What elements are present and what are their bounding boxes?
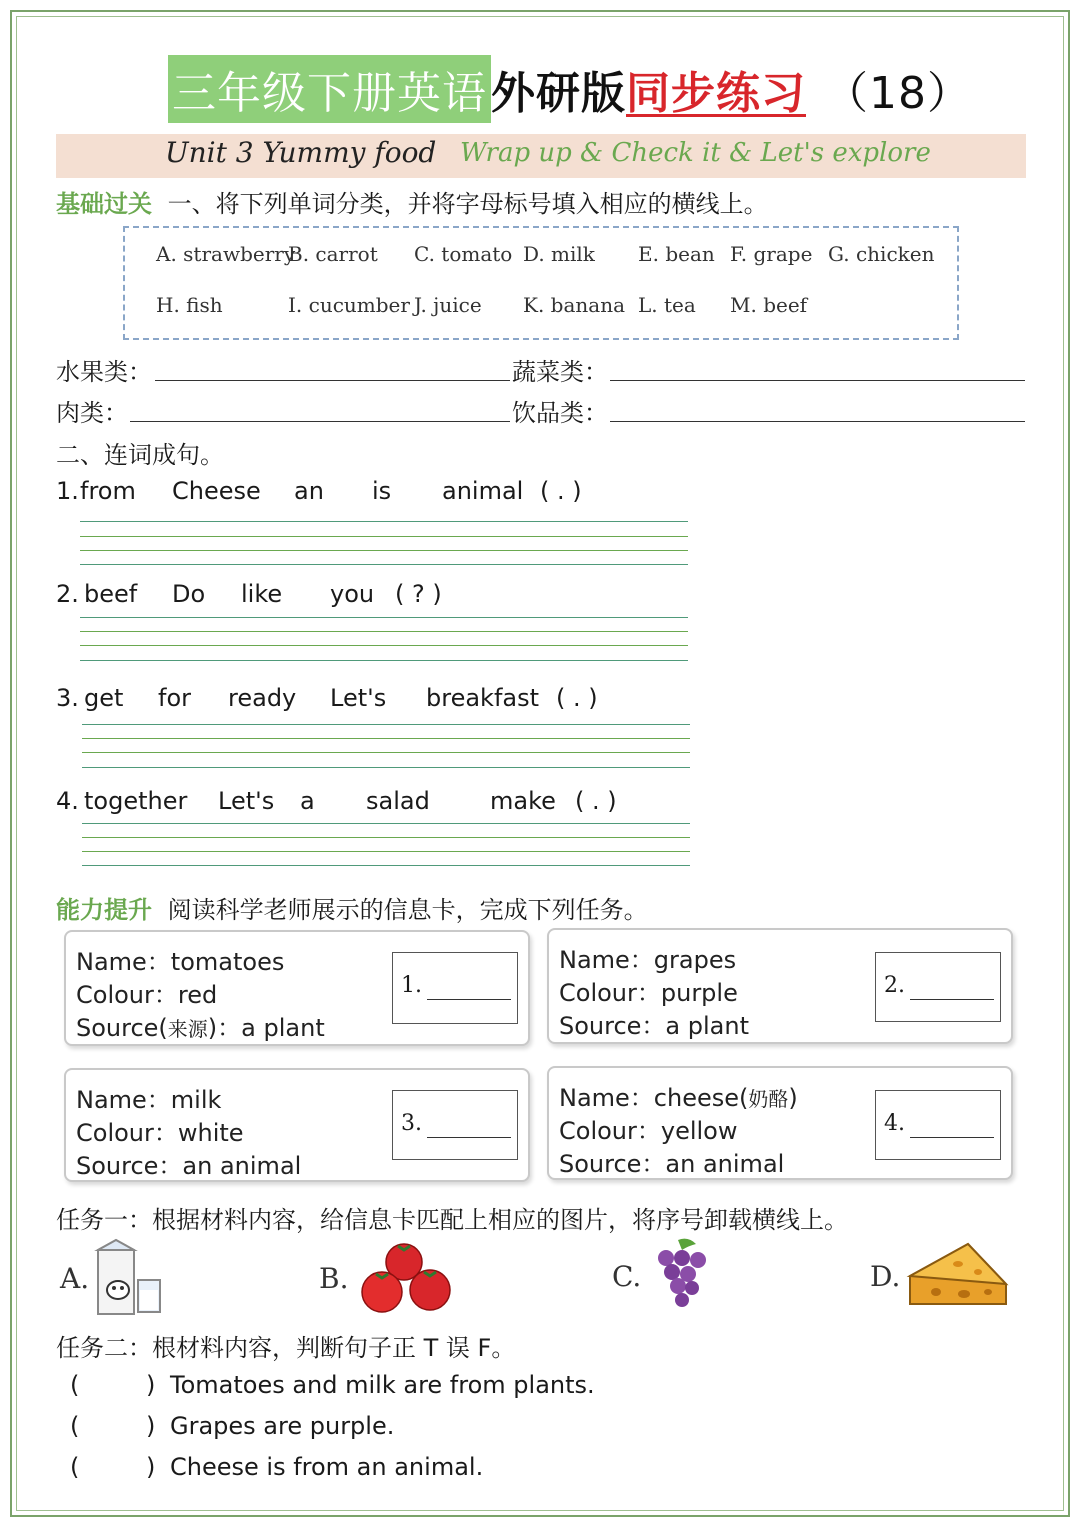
task2-instruction: 任务二：根材料内容，判断句子正 T 误 F。 <box>56 1334 516 1362</box>
writing-line[interactable] <box>80 617 688 618</box>
writing-line <box>82 738 690 739</box>
option-d-label: D. <box>870 1260 901 1293</box>
writing-line[interactable] <box>80 521 688 522</box>
category-fruit-label: 水果类： <box>56 358 152 386</box>
scrambled-word: Cheese <box>172 477 261 505</box>
card-name-cn: 奶酪 <box>748 1087 789 1111</box>
title-practice: 同步练习 <box>626 68 806 119</box>
tf-statement: Tomatoes and milk are from plants. <box>170 1371 595 1399</box>
card-name: Name：tomatoes <box>76 948 285 976</box>
category-meat-label: 肉类： <box>56 399 128 427</box>
scrambled-word: an <box>294 477 324 505</box>
section3-instruction: 阅读科学老师展示的信息卡，完成下列任务。 <box>167 896 648 924</box>
tf-close-paren: ) <box>146 1453 156 1481</box>
unit-subtitle: Wrap up & Check it & Let's explore <box>460 138 931 168</box>
card-answer-box[interactable] <box>392 952 518 1024</box>
section3-tag: 能力提升 <box>56 896 152 924</box>
answer-line <box>427 999 511 1000</box>
writing-line <box>80 550 688 551</box>
answer-number: 2. <box>884 973 905 998</box>
sentence-number: 1. <box>56 477 79 505</box>
scrambled-word: salad <box>366 787 430 815</box>
word-item: J. juice <box>414 293 482 317</box>
scrambled-word: a <box>300 787 315 815</box>
writing-line <box>82 851 690 852</box>
card-source <box>76 1008 325 1043</box>
writing-line <box>82 837 690 838</box>
tf-open-paren[interactable]: ( <box>70 1412 80 1440</box>
meat-answer-line[interactable] <box>130 421 510 422</box>
card-name <box>559 1078 798 1113</box>
card-name-label: Name：cheese( <box>559 1084 749 1112</box>
tf-close-paren: ) <box>146 1371 156 1399</box>
page-title <box>168 52 972 126</box>
card-source: Source：an animal <box>559 1150 785 1178</box>
scrambled-word: Do <box>172 580 206 608</box>
card-name-close: ) <box>788 1084 798 1112</box>
writing-line <box>80 631 688 632</box>
option-c-label: C. <box>612 1260 642 1293</box>
tf-statement: Grapes are purple. <box>170 1412 395 1440</box>
task1-instruction: 任务一：根据材料内容，给信息卡匹配上相应的图片，将序号卸载横线上。 <box>56 1206 848 1234</box>
tomatoes-icon <box>358 1240 454 1314</box>
word-item: C. tomato <box>414 242 513 266</box>
option-a-label: A. <box>60 1262 90 1295</box>
writing-line <box>82 752 690 753</box>
section1-heading <box>56 184 768 219</box>
scrambled-word: you <box>330 580 375 608</box>
section1-instruction: 一、将下列单词分类，并将字母标号填入相应的横线上。 <box>167 190 768 218</box>
answer-number: 3. <box>401 1111 422 1136</box>
writing-line <box>80 645 688 646</box>
tf-statement: Cheese is from an animal. <box>170 1453 484 1481</box>
scrambled-word: is <box>372 477 392 505</box>
info-card-tomatoes <box>64 930 530 1046</box>
sentence-number: 2. <box>56 580 79 608</box>
card-name: Name：milk <box>76 1086 222 1114</box>
word-item: B. carrot <box>288 242 378 266</box>
info-card-milk <box>64 1068 530 1182</box>
card-colour: Colour：yellow <box>559 1117 738 1145</box>
scrambled-word: animal <box>442 477 524 505</box>
scrambled-word: Let's <box>218 787 275 815</box>
card-name: Name：grapes <box>559 946 737 974</box>
word-item: M. beef <box>730 293 808 317</box>
scrambled-word: together <box>84 787 188 815</box>
writing-line <box>82 767 690 768</box>
writing-line <box>82 865 690 866</box>
milk-carton-icon <box>94 1238 164 1316</box>
punctuation: ( . ) <box>540 477 582 505</box>
scrambled-word: beef <box>84 580 138 608</box>
answer-number: 4. <box>884 1111 905 1136</box>
drink-answer-line[interactable] <box>610 421 1025 422</box>
scrambled-word: get <box>84 684 124 712</box>
word-item: A. strawberry <box>156 242 296 266</box>
word-item: F. grape <box>730 242 813 266</box>
scrambled-word: like <box>241 580 283 608</box>
scrambled-word: for <box>158 684 191 712</box>
section1-tag: 基础过关 <box>56 190 152 218</box>
answer-line <box>910 999 994 1000</box>
word-item: D. milk <box>523 242 595 266</box>
fruit-answer-line[interactable] <box>155 380 510 381</box>
writing-line[interactable] <box>82 724 690 725</box>
punctuation: ( . ) <box>575 787 617 815</box>
word-item: H. fish <box>156 293 223 317</box>
sentence-number: 3. <box>56 684 79 712</box>
tf-open-paren[interactable]: ( <box>70 1453 80 1481</box>
title-grade: 三年级下册英语 <box>168 55 491 123</box>
tf-open-paren[interactable]: ( <box>70 1371 80 1399</box>
writing-line <box>80 564 688 565</box>
card-source-value: )：a plant <box>207 1014 325 1042</box>
section3-heading <box>56 890 648 925</box>
card-source-label: Source( <box>76 1014 168 1042</box>
word-item: G. chicken <box>828 242 935 266</box>
scrambled-word: Let's <box>330 684 387 712</box>
scrambled-word: ready <box>228 684 297 712</box>
card-source-cn: 来源 <box>167 1017 208 1041</box>
card-answer-box[interactable] <box>392 1090 518 1160</box>
vegetable-answer-line[interactable] <box>610 380 1025 381</box>
info-card-grapes <box>547 928 1013 1044</box>
card-answer-box[interactable] <box>875 952 1001 1022</box>
word-item: K. banana <box>523 293 625 317</box>
tf-close-paren: ) <box>146 1412 156 1440</box>
card-answer-box[interactable] <box>875 1090 1001 1160</box>
card-source: Source：an animal <box>76 1152 302 1180</box>
title-number: （18） <box>824 68 972 119</box>
option-b-label: B. <box>319 1262 349 1295</box>
card-source: Source：a plant <box>559 1012 749 1040</box>
punctuation: ( ? ) <box>395 580 442 608</box>
word-item: I. cucumber <box>288 293 410 317</box>
word-item: E. bean <box>638 242 715 266</box>
punctuation: ( . ) <box>556 684 598 712</box>
answer-line <box>910 1137 994 1138</box>
writing-line <box>80 536 688 537</box>
scrambled-word: from <box>80 477 136 505</box>
cheese-icon <box>906 1240 1010 1310</box>
scrambled-word: breakfast <box>426 684 540 712</box>
sentence-number: 4. <box>56 787 79 815</box>
section2-heading: 二、连词成句。 <box>56 441 224 469</box>
info-card-cheese <box>547 1066 1013 1180</box>
card-colour: Colour：purple <box>559 979 738 1007</box>
writing-line[interactable] <box>82 823 690 824</box>
category-drink-label: 饮品类： <box>512 399 608 427</box>
word-item: L. tea <box>638 293 696 317</box>
unit-title: Unit 3 Yummy food <box>165 136 437 169</box>
answer-line <box>427 1137 511 1138</box>
card-colour: Colour：red <box>76 981 218 1009</box>
title-publisher: 外研版 <box>491 68 626 119</box>
category-vegetable-label: 蔬菜类： <box>512 358 608 386</box>
answer-number: 1. <box>401 973 422 998</box>
writing-line <box>80 660 688 661</box>
card-colour: Colour：white <box>76 1119 244 1147</box>
scrambled-word: make <box>490 787 556 815</box>
grapes-icon <box>648 1236 714 1312</box>
